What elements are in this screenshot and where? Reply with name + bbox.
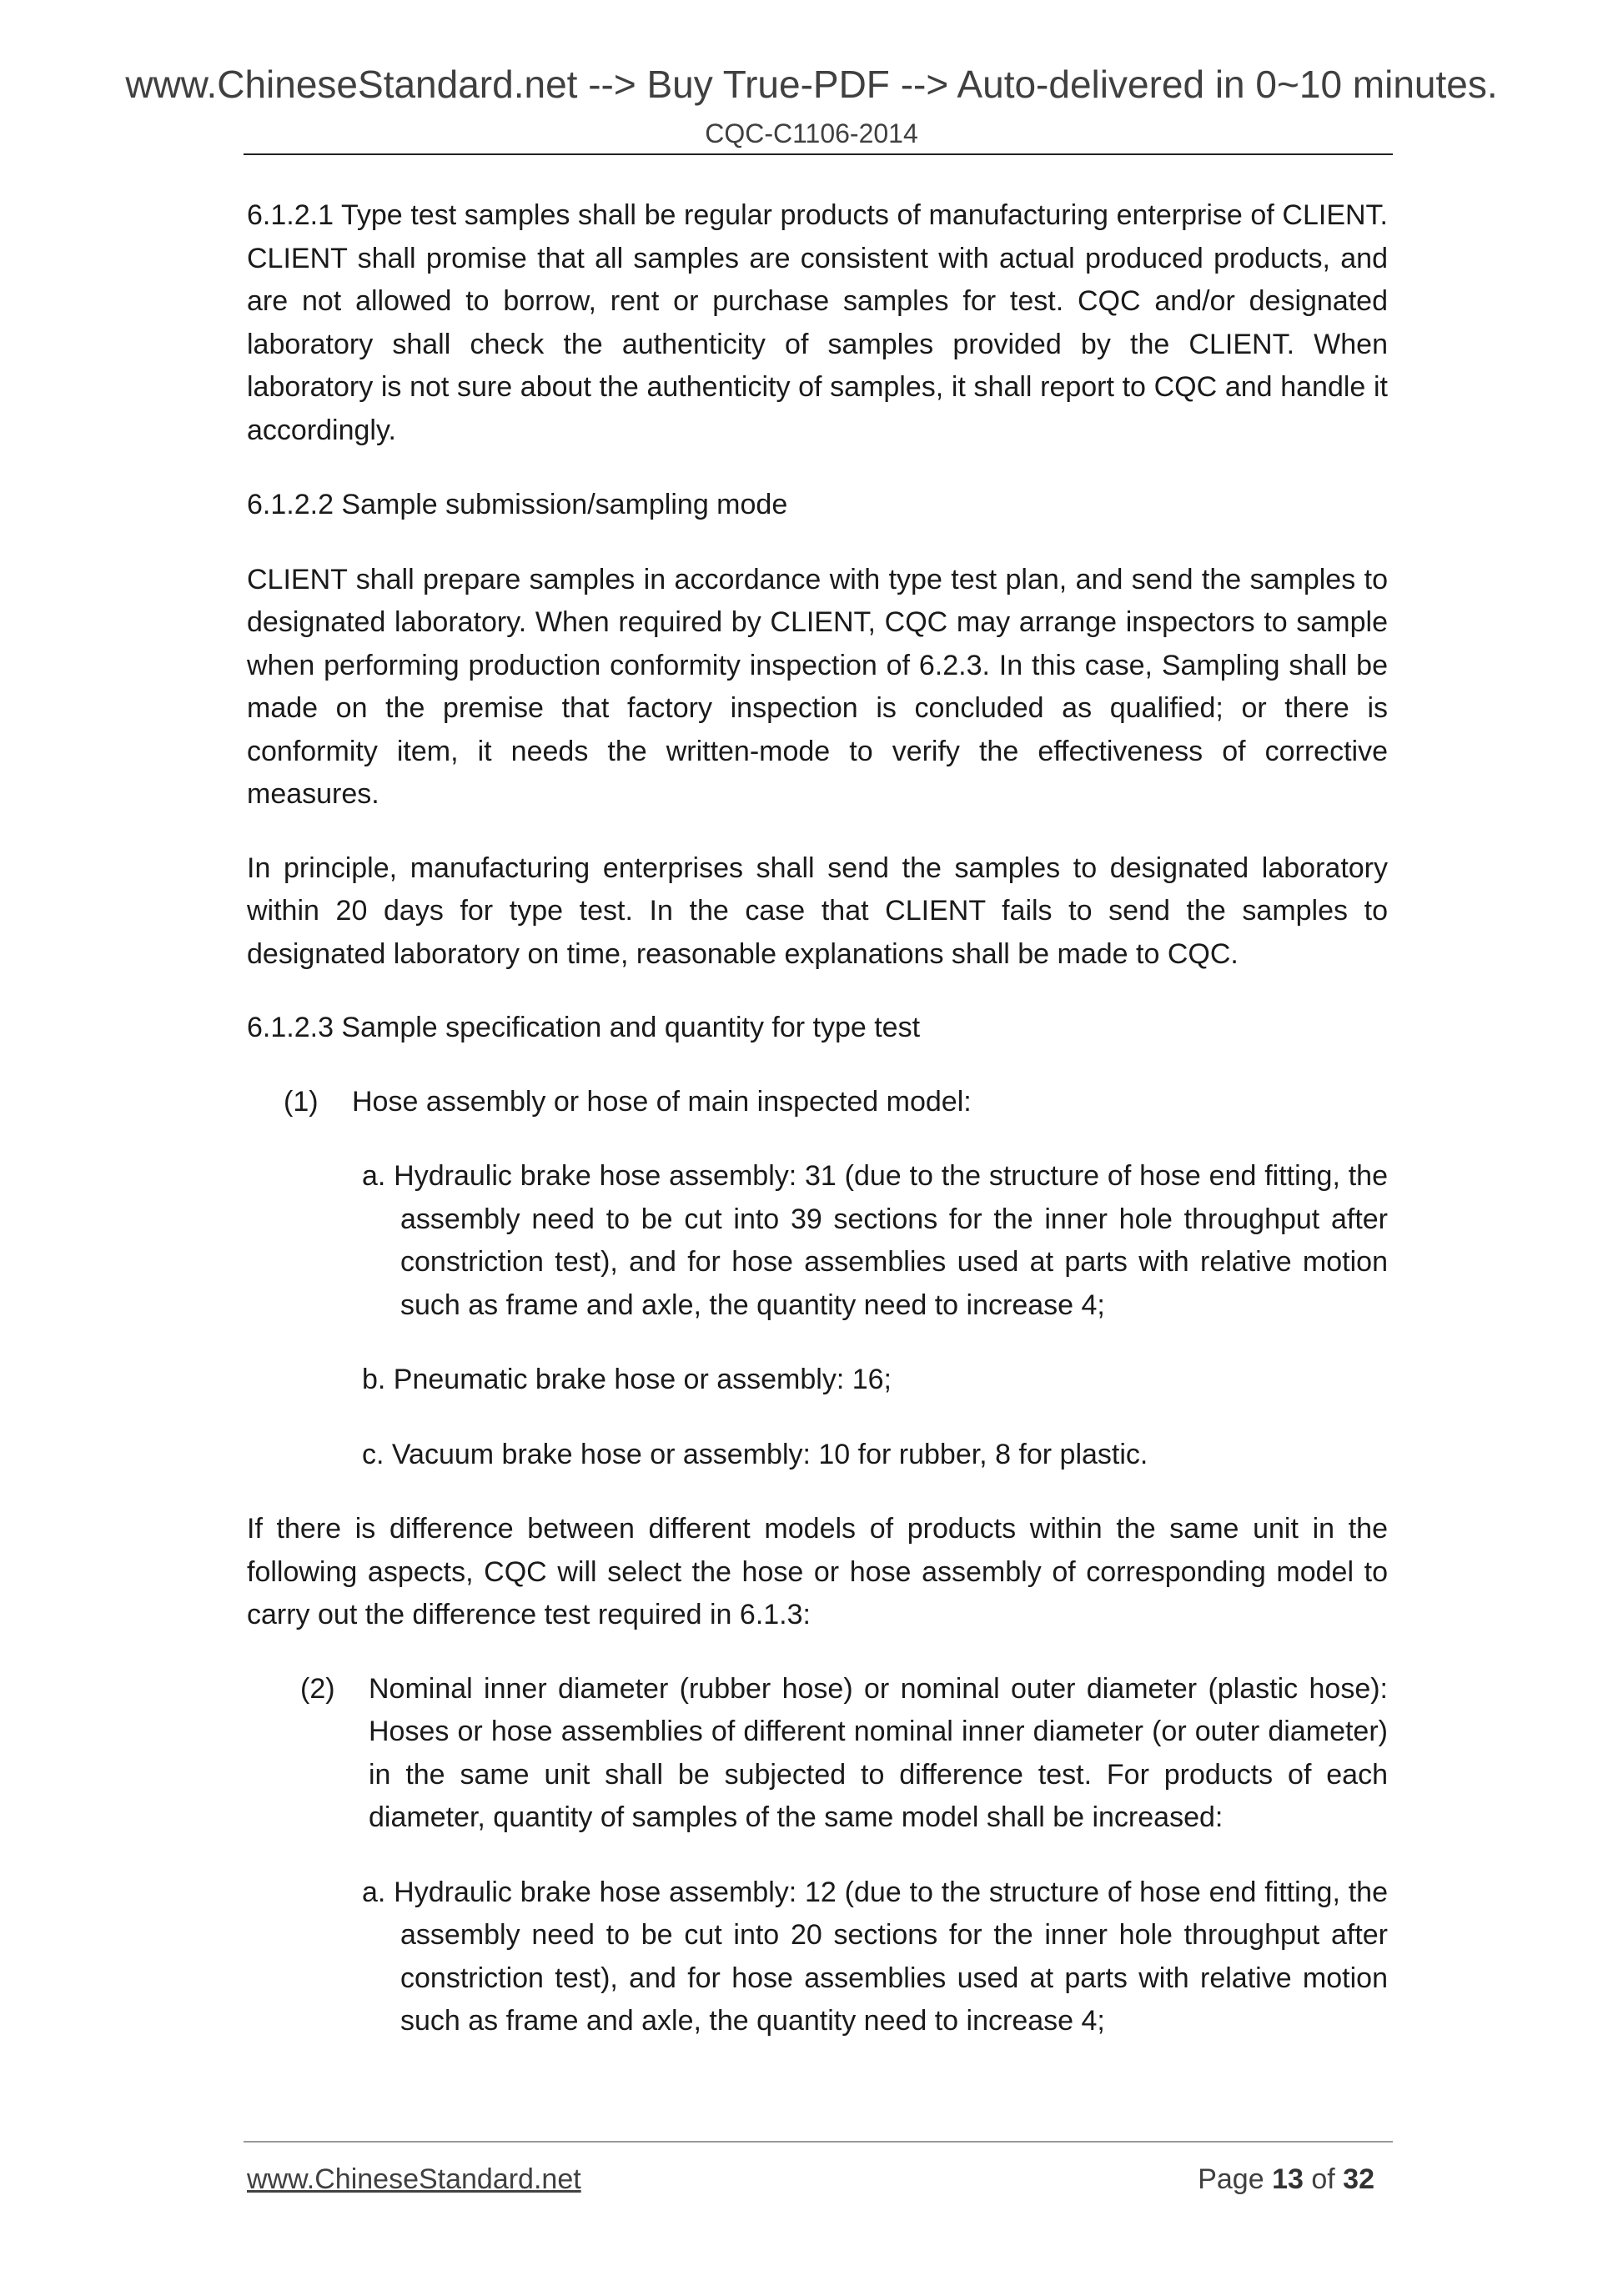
sub-item-1a: a. Hydraulic brake hose assembly: 31 (due to the structure of hose end fitting, the assembly need to be cut into 39 sections for the inner hole throughput after constriction test), and for hose assemblies used at parts with relative motion such as frame and axle, the quantity need to increase 4; bbox=[362, 1160, 1388, 1321]
paragraph-difference: If there is difference between different models of products within the same unit in the following aspects, CQC will select the hose or hose assembly of corresponding model to carry out the difference test required in 6.1.3: bbox=[247, 1513, 1388, 1630]
paragraph-sampling-mode: CLIENT shall prepare samples in accordance with type test plan, and send the samples to designated laboratory. When required by CLIENT, CQC may arrange inspectors to sample when performing production conformity inspection of 6.2.3. In this case, Sampling shall be made on the premise that factory inspection is concluded as qualified; or there is conformity item, it needs the written-mode to verify the effectiveness of corrective measures. bbox=[247, 563, 1388, 810]
footer-divider bbox=[244, 2141, 1393, 2143]
list-item-1 bbox=[247, 1081, 1388, 1124]
list-item-2 bbox=[247, 1668, 1388, 1840]
document-id: CQC-C1106-2014 bbox=[705, 118, 918, 148]
header-divider bbox=[244, 153, 1393, 155]
page-label: Page bbox=[1198, 2163, 1264, 2195]
sub-item-2a: a. Hydraulic brake hose assembly: 12 (due to the structure of hose end fitting, the assembly need to be cut into 20 sections for the inner hole throughput after constriction test), and for hose assemblies used at parts with relative motion such as frame and axle, the quantity need to increase 4; bbox=[362, 1876, 1388, 2037]
heading-6-1-2-3: 6.1.2.3 Sample specification and quantity for type test bbox=[247, 1012, 921, 1043]
sub-item-1b: b. Pneumatic brake hose or assembly: 16; bbox=[362, 1364, 892, 1395]
footer-website-link[interactable]: www.ChineseStandard.net bbox=[247, 2163, 581, 2195]
sub-item-1c: c. Vacuum brake hose or assembly: 10 for rubber, 8 for plastic. bbox=[362, 1438, 1148, 1470]
paragraph-send-samples: In principle, manufacturing enterprises shall send the samples to designated laboratory within 20 days for type test. In the case that CLIENT fails to send the samples to designated laboratory on time, reasonable explanations shall be made to CQC. bbox=[247, 852, 1388, 970]
page-current: 13 bbox=[1272, 2163, 1304, 2195]
list-text: Hose assembly or hose of main inspected model: bbox=[352, 1085, 972, 1118]
page-content bbox=[247, 194, 1388, 2043]
page-number bbox=[1198, 2165, 1374, 2193]
page-of: of bbox=[1311, 2163, 1335, 2195]
list-number: (1) bbox=[284, 1085, 319, 1118]
header-banner: www.ChineseStandard.net --> Buy True-PDF --> Auto-delivered in 0~10 minutes. bbox=[125, 63, 1498, 106]
list-number: (2) bbox=[300, 1672, 335, 1705]
paragraph-6-1-2-1: 6.1.2.1 Type test samples shall be regular products of manufacturing enterprise of CLIENT. CLIENT shall promise that all samples are consistent with actual produced products, and are not allowed to borrow, rent or purchase samples for test. CQC and/or designated laboratory shall check the authenticity of samples provided by the CLIENT. When laboratory is not sure about the authenticity of samples, it shall report to CQC and handle it accordingly. bbox=[247, 199, 1388, 446]
list-text: Nominal inner diameter (rubber hose) or nominal outer diameter (plastic hose): Hoses or hose assemblies of different nominal inner diameter (or outer diameter) in the same unit shall be subjected to difference test. For products of each diameter, quantity of samples of the same model shall be increased: bbox=[369, 1672, 1388, 1833]
heading-6-1-2-2: 6.1.2.2 Sample submission/sampling mode bbox=[247, 489, 788, 520]
page-total: 32 bbox=[1343, 2163, 1374, 2195]
